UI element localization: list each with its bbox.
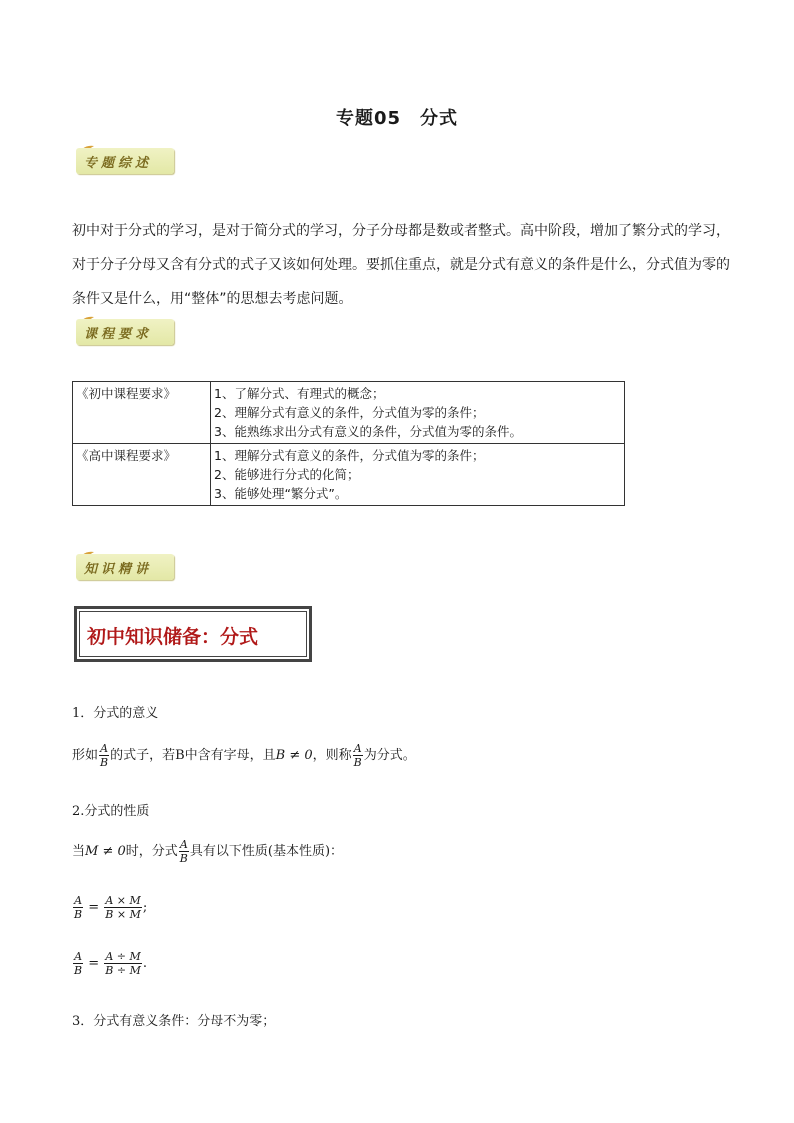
badge-label: 专题综述	[84, 156, 153, 171]
text-segment: 为分式。	[363, 748, 416, 763]
table-cell-label: 《初中课程要求》	[73, 382, 211, 444]
fraction-a-b	[99, 742, 109, 769]
fraction-numerator: A	[179, 838, 188, 851]
overview-paragraph: 初中对于分式的学习，是对于简分式的学习，分子分母都是数或者整式。高中阶段，增加了繁分式的学习，对于分子分母又含有分式的式子又该如何处理。要抓住重点，就是分式有意义的条件是什么，分式值为零的条件又是什么，用“整体”的思想去考虑问题。	[72, 223, 730, 307]
requirements-table	[72, 381, 625, 506]
section-badge-knowledge	[72, 548, 174, 582]
section-badge-overview	[72, 142, 174, 176]
badge-label: 知识精讲	[84, 562, 153, 577]
table-cell-items	[211, 382, 625, 444]
fraction-denominator: B ÷ M	[105, 964, 141, 977]
fraction-numerator: A	[353, 742, 362, 755]
text-segment: 时，分式	[125, 844, 178, 859]
equation-multiply	[72, 894, 147, 921]
text-segment: ，则称	[312, 748, 352, 763]
fraction-a-b	[353, 742, 363, 769]
fraction-denominator: B	[179, 852, 188, 865]
fraction-a-b	[179, 838, 189, 865]
fraction-numerator: A	[100, 742, 109, 755]
badge-label: 课程要求	[84, 327, 153, 342]
math-condition: M ≠ 0	[85, 844, 126, 859]
requirement-item: 2、能够进行分式的化简；	[214, 467, 360, 482]
requirement-item: 3、能够处理“繁分式”。	[214, 486, 348, 501]
text-segment: 的式子，若B中含有字母，且	[110, 748, 276, 763]
page-title: 专题05 分式	[335, 108, 459, 129]
text-segment: 具有以下性质(基本性质)：	[189, 844, 344, 859]
table-cell-label: 《高中课程要求》	[73, 444, 211, 506]
table-row	[73, 444, 625, 506]
heading-properties: 2.分式的性质	[72, 804, 150, 819]
fraction-numerator: A ÷ M	[105, 950, 141, 963]
definition-line	[72, 742, 416, 769]
requirement-item: 1、理解分式有意义的条件，分式值为零的条件；	[214, 448, 485, 463]
requirement-item: 2、理解分式有意义的条件，分式值为零的条件；	[214, 405, 485, 420]
fraction-denominator: B	[353, 756, 362, 769]
section-badge-requirements	[72, 313, 174, 347]
fraction-a-b	[73, 950, 83, 977]
punctuation: ;	[142, 900, 148, 915]
equals-sign: =	[88, 956, 100, 971]
requirement-item: 1、了解分式、有理式的概念；	[214, 386, 385, 401]
text-segment: 形如	[72, 748, 99, 763]
equation-divide	[72, 950, 147, 977]
fraction-a-b	[73, 894, 83, 921]
fraction-denominator: B	[74, 908, 83, 921]
table-cell-items	[211, 444, 625, 506]
fraction-multiplied	[104, 894, 142, 921]
fraction-denominator: B	[100, 756, 109, 769]
fraction-divided	[104, 950, 142, 977]
property-line	[72, 838, 343, 865]
text-segment: 当	[72, 844, 86, 859]
fraction-numerator: A	[74, 950, 83, 963]
equals-sign: =	[88, 900, 100, 915]
math-condition: B ≠ 0	[275, 748, 313, 763]
fraction-denominator: B × M	[105, 908, 141, 921]
knowledge-box	[74, 606, 312, 662]
fraction-numerator: A × M	[105, 894, 141, 907]
heading-condition: 3．分式有意义条件：分母不为零；	[72, 1014, 276, 1029]
knowledge-box-title: 初中知识储备：分式	[87, 626, 259, 648]
table-row	[73, 382, 625, 444]
punctuation: .	[142, 956, 147, 971]
heading-meaning: 1．分式的意义	[72, 706, 159, 721]
requirement-item: 3、能熟练求出分式有意义的条件，分式值为零的条件。	[214, 424, 522, 439]
fraction-numerator: A	[74, 894, 83, 907]
fraction-denominator: B	[74, 964, 83, 977]
